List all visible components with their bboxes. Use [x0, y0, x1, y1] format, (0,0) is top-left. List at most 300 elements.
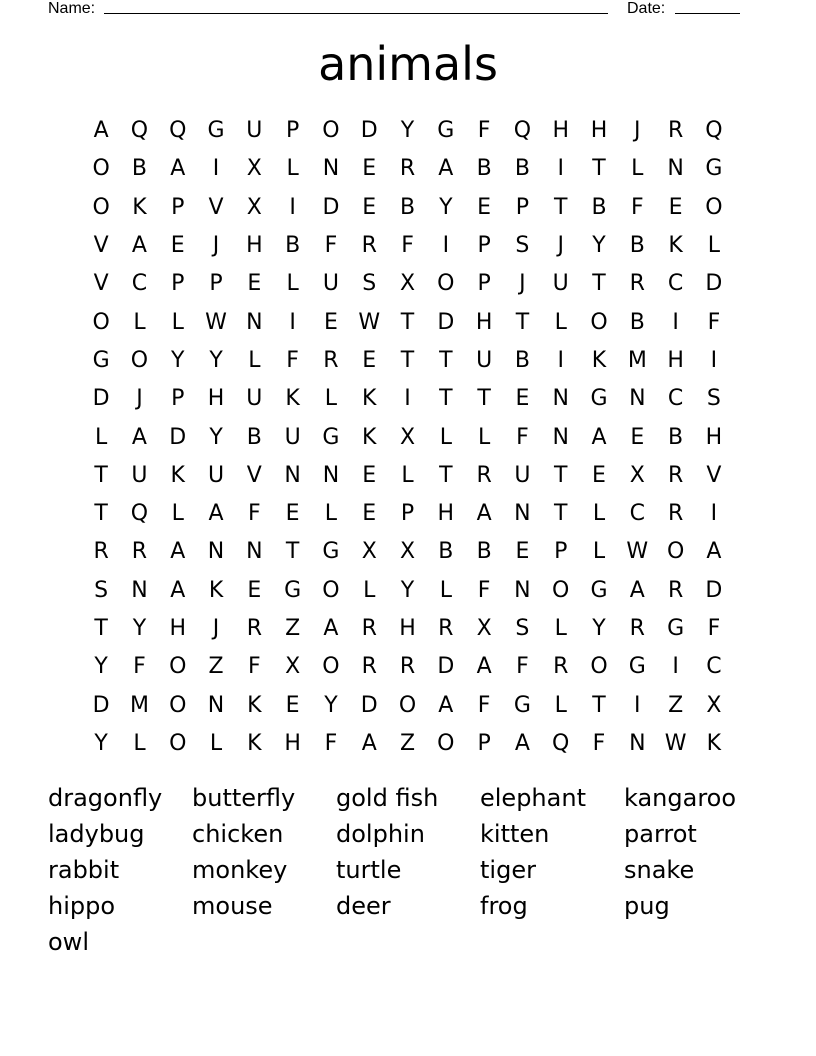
grid-letter[interactable]: K [247, 730, 262, 756]
grid-letter[interactable]: D [92, 386, 110, 412]
word-bank-item: pug [624, 892, 670, 920]
grid-letter[interactable]: D [360, 118, 378, 144]
grid-letter[interactable]: Y [209, 347, 223, 373]
grid-letter[interactable]: O [666, 539, 685, 565]
grid-letter[interactable]: Q [552, 730, 570, 756]
grid-letter[interactable]: F [477, 577, 491, 603]
grid-letter[interactable]: B [514, 156, 530, 182]
grid-letter[interactable]: T [592, 692, 606, 718]
grid-letter[interactable]: Q [705, 118, 723, 144]
grid-letter[interactable]: F [286, 347, 299, 373]
grid-letter[interactable]: E [630, 424, 645, 450]
grid-letter[interactable]: U [207, 462, 225, 488]
grid-letter[interactable]: F [248, 501, 261, 527]
grid-letter[interactable]: T [285, 539, 300, 565]
grid-letter[interactable]: O [322, 118, 340, 144]
grid-letter[interactable]: G [590, 577, 608, 603]
grid-letter[interactable]: I [404, 386, 411, 412]
grid-letter[interactable]: G [92, 347, 110, 373]
grid-letter[interactable]: G [628, 654, 646, 680]
grid-letter[interactable]: O [322, 577, 340, 603]
grid-letter[interactable]: L [95, 424, 108, 450]
grid-letter[interactable]: L [133, 309, 146, 335]
grid-letter[interactable]: L [324, 501, 338, 527]
grid-letter[interactable]: U [322, 271, 339, 297]
grid-letter[interactable]: G [513, 692, 531, 718]
grid-letter[interactable]: J [557, 233, 564, 259]
grid-letter[interactable]: U [246, 386, 263, 412]
grid-letter[interactable]: N [246, 309, 263, 335]
grid-letter[interactable]: T [94, 501, 108, 527]
grid-letter[interactable]: J [212, 233, 220, 259]
grid-letter[interactable]: B [246, 424, 262, 450]
grid-letter[interactable]: C [629, 501, 645, 527]
grid-letter[interactable]: X [476, 616, 492, 641]
grid-letter[interactable]: F [592, 730, 606, 756]
grid-letter[interactable]: H [207, 386, 225, 412]
grid-letter[interactable]: A [170, 577, 186, 603]
grid-letter[interactable]: O [590, 654, 608, 680]
grid-letter[interactable]: G [667, 616, 685, 641]
grid-letter[interactable]: X [706, 692, 722, 718]
grid-letter[interactable]: T [592, 156, 606, 182]
grid-letter[interactable]: G [705, 156, 723, 182]
grid-letter[interactable]: E [668, 194, 683, 220]
date-blank-line[interactable] [675, 13, 740, 14]
grid-letter[interactable]: O [169, 730, 187, 756]
grid-letter[interactable]: W [664, 730, 687, 756]
grid-letter[interactable]: P [209, 271, 223, 297]
grid-letter[interactable]: I [634, 692, 641, 718]
grid-letter[interactable]: N [246, 539, 263, 565]
grid-letter[interactable]: S [515, 233, 530, 259]
grid-letter[interactable]: L [592, 501, 606, 527]
grid-letter[interactable]: R [361, 654, 377, 680]
grid-letter[interactable]: A [629, 577, 645, 603]
grid-letter[interactable]: I [442, 233, 450, 259]
grid-letter[interactable]: O [130, 347, 149, 373]
grid-letter[interactable]: N [552, 424, 569, 450]
grid-letter[interactable]: F [324, 233, 338, 259]
grid-letter[interactable]: B [438, 539, 454, 565]
grid-letter[interactable]: H [590, 118, 608, 144]
grid-letter[interactable]: R [361, 233, 377, 259]
grid-letter[interactable]: R [476, 462, 492, 488]
grid-letter[interactable]: K [170, 462, 185, 488]
grid-letter[interactable]: L [171, 501, 184, 527]
grid-letter[interactable]: T [553, 501, 568, 527]
grid-letter[interactable]: J [519, 271, 526, 297]
grid-letter[interactable]: G [437, 118, 455, 144]
name-blank-line[interactable] [104, 13, 608, 14]
grid-letter[interactable]: O [92, 194, 110, 220]
grid-letter[interactable]: Y [400, 577, 415, 603]
grid-letter[interactable]: I [672, 654, 679, 680]
grid-letter[interactable]: L [477, 424, 491, 450]
grid-letter[interactable]: A [170, 156, 186, 182]
grid-letter[interactable]: K [208, 577, 224, 603]
grid-letter[interactable]: I [557, 156, 564, 182]
grid-letter[interactable]: B [591, 194, 607, 220]
grid-letter[interactable]: T [94, 462, 108, 488]
grid-letter[interactable]: Y [171, 347, 185, 373]
grid-letter[interactable]: C [706, 654, 722, 680]
grid-letter[interactable]: R [553, 654, 569, 680]
grid-letter[interactable]: B [668, 424, 684, 450]
grid-letter[interactable]: V [246, 462, 262, 488]
grid-letter[interactable]: G [322, 539, 340, 565]
word-bank-item: kitten [480, 820, 550, 848]
grid-letter[interactable]: H [475, 309, 493, 335]
grid-letter[interactable]: E [515, 539, 530, 565]
word-bank-item: hippo [48, 892, 116, 920]
grid-letter[interactable]: O [590, 309, 608, 335]
grid-letter[interactable]: L [133, 730, 146, 756]
grid-letter[interactable]: B [285, 233, 301, 259]
grid-letter[interactable]: B [131, 156, 147, 182]
grid-letter[interactable]: E [362, 156, 377, 182]
grid-letter[interactable]: W [205, 309, 227, 335]
grid-letter[interactable]: E [247, 271, 262, 297]
grid-letter[interactable]: X [399, 539, 416, 565]
grid-letter[interactable]: U [552, 271, 569, 297]
grid-letter[interactable]: Z [208, 654, 224, 680]
grid-letter[interactable]: Y [592, 233, 606, 259]
grid-letter[interactable]: F [477, 692, 491, 718]
grid-letter[interactable]: L [554, 309, 567, 335]
grid-letter[interactable]: O [552, 577, 570, 603]
grid-letter[interactable]: D [169, 424, 187, 450]
grid-letter[interactable]: F [707, 616, 721, 641]
grid-letter[interactable]: P [285, 118, 300, 144]
grid-letter[interactable]: A [131, 424, 147, 450]
grid-letter[interactable]: A [706, 539, 722, 565]
grid-letter[interactable]: Y [324, 692, 338, 718]
grid-letter[interactable]: K [668, 233, 683, 259]
grid-letter[interactable]: E [362, 501, 377, 527]
grid-letter[interactable]: E [362, 462, 377, 488]
grid-letter[interactable]: X [361, 539, 377, 565]
grid-letter[interactable]: I [212, 156, 220, 182]
grid-letter[interactable]: E [323, 309, 338, 335]
grid-letter[interactable]: Y [209, 424, 223, 450]
grid-letter[interactable]: E [362, 194, 377, 220]
grid-letter[interactable]: E [477, 194, 492, 220]
grid-letter[interactable]: E [362, 347, 377, 373]
header-line [48, 0, 740, 18]
grid-letter[interactable]: B [476, 156, 492, 182]
grid-letter[interactable]: R [667, 501, 684, 527]
grid-letter[interactable]: V [208, 194, 224, 220]
grid-letter[interactable]: O [705, 194, 723, 220]
grid-letter[interactable]: O [398, 692, 417, 718]
grid-letter[interactable]: L [286, 156, 299, 182]
word-bank-item: frog [480, 892, 528, 920]
grid-letter[interactable]: D [322, 194, 340, 220]
grid-letter[interactable]: S [362, 271, 377, 297]
grid-letter[interactable]: R [399, 156, 416, 182]
grid-letter[interactable]: S [94, 577, 109, 603]
grid-letter[interactable]: B [629, 309, 645, 335]
grid-letter[interactable]: I [710, 501, 718, 527]
grid-letter[interactable]: A [131, 233, 147, 259]
grid-letter[interactable]: L [209, 730, 223, 756]
grid-letter[interactable]: X [285, 654, 301, 680]
grid-letter[interactable]: E [247, 577, 262, 603]
grid-letter[interactable]: R [667, 462, 684, 488]
grid-letter[interactable]: K [706, 730, 722, 756]
grid-letter[interactable]: R [93, 539, 109, 565]
grid-letter[interactable]: V [706, 462, 722, 488]
grid-letter[interactable]: F [401, 233, 414, 259]
grid-letter[interactable]: F [516, 654, 529, 680]
grid-letter[interactable]: T [400, 347, 415, 373]
grid-letter[interactable]: H [399, 616, 416, 641]
grid-letter[interactable]: D [437, 654, 455, 680]
grid-letter[interactable]: R [323, 347, 339, 373]
grid-letter[interactable]: L [707, 233, 721, 259]
grid-letter[interactable]: I [710, 347, 718, 373]
grid-letter[interactable]: H [437, 501, 455, 527]
grid-letter[interactable]: R [131, 539, 148, 565]
grid-letter[interactable]: B [476, 539, 492, 565]
grid-letter[interactable]: L [439, 577, 452, 603]
grid-letter[interactable]: R [438, 616, 454, 641]
grid-letter[interactable]: L [363, 577, 376, 603]
grid-letter[interactable]: P [515, 194, 530, 220]
grid-letter[interactable]: H [552, 118, 569, 144]
grid-letter[interactable]: N [514, 501, 531, 527]
grid-letter[interactable]: Z [668, 692, 684, 718]
grid-letter[interactable]: T [439, 347, 453, 373]
grid-letter[interactable]: L [286, 271, 299, 297]
grid-letter[interactable]: H [705, 424, 723, 450]
grid-letter[interactable]: N [322, 156, 340, 182]
grid-letter[interactable]: I [672, 309, 679, 335]
grid-letter[interactable]: X [399, 271, 416, 297]
grid-letter[interactable]: E [592, 462, 606, 488]
grid-letter[interactable]: I [557, 347, 564, 373]
grid-letter[interactable]: Y [592, 616, 606, 641]
grid-letter[interactable]: P [171, 194, 185, 220]
grid-letter[interactable]: F [707, 309, 721, 335]
grid-letter[interactable]: K [285, 386, 300, 412]
grid-letter[interactable]: U [284, 424, 301, 450]
grid-letter[interactable]: T [94, 616, 108, 641]
grid-letter[interactable]: A [591, 424, 607, 450]
grid-letter[interactable]: Y [132, 616, 147, 641]
grid-letter[interactable]: V [93, 271, 109, 297]
grid-letter[interactable]: P [400, 501, 415, 527]
grid-letter[interactable]: P [171, 386, 185, 412]
grid-letter[interactable]: A [170, 539, 186, 565]
grid-letter[interactable]: L [439, 424, 452, 450]
grid-letter[interactable]: L [592, 539, 606, 565]
grid-letter[interactable]: H [284, 730, 301, 756]
date-label: Date: [627, 0, 666, 17]
grid-letter[interactable]: N [284, 462, 301, 488]
grid-letter[interactable]: U [476, 347, 493, 373]
grid-letter[interactable]: N [131, 577, 148, 603]
grid-letter[interactable]: B [514, 347, 530, 373]
grid-letter[interactable]: T [553, 462, 568, 488]
grid-letter[interactable]: L [248, 347, 261, 373]
grid-letter[interactable]: C [131, 271, 148, 297]
grid-letter[interactable]: U [131, 462, 148, 488]
grid-letter[interactable]: B [629, 233, 645, 259]
grid-letter[interactable]: H [667, 347, 684, 373]
grid-letter[interactable]: A [476, 654, 492, 680]
grid-letter[interactable]: F [248, 654, 261, 680]
grid-letter[interactable]: O [92, 309, 110, 335]
grid-letter[interactable]: Q [130, 501, 149, 527]
grid-letter[interactable]: G [590, 386, 608, 412]
grid-letter[interactable]: R [361, 616, 377, 641]
grid-letter[interactable]: E [515, 386, 530, 412]
grid-letter[interactable]: Q [169, 118, 187, 144]
grid-letter[interactable]: B [399, 194, 416, 220]
grid-letter[interactable]: R [246, 616, 262, 641]
grid-letter[interactable]: O [169, 654, 187, 680]
grid-letter[interactable]: N [629, 386, 646, 412]
grid-letter[interactable]: Q [130, 118, 149, 144]
grid-letter[interactable]: L [554, 692, 567, 718]
grid-letter[interactable]: L [171, 309, 184, 335]
grid-letter[interactable]: N [207, 692, 225, 718]
grid-letter[interactable]: A [438, 692, 454, 718]
grid-letter[interactable]: N [552, 386, 569, 412]
grid-letter[interactable]: A [323, 616, 339, 641]
grid-letter[interactable]: L [401, 462, 414, 488]
grid-letter[interactable]: T [477, 386, 491, 412]
word-bank-item: deer [336, 892, 391, 920]
grid-letter[interactable]: Z [285, 616, 301, 641]
word-bank-item: elephant [480, 784, 586, 812]
word-bank-item: monkey [192, 856, 288, 884]
grid-letter[interactable]: K [362, 424, 377, 450]
grid-letter[interactable]: K [591, 347, 607, 373]
grid-letter[interactable]: E [285, 501, 300, 527]
grid-letter[interactable]: N [514, 577, 531, 603]
grid-letter[interactable]: N [207, 539, 225, 565]
grid-letter[interactable]: I [289, 194, 296, 220]
grid-letter[interactable]: C [667, 271, 684, 297]
grid-letter[interactable]: F [324, 730, 338, 756]
grid-letter[interactable]: W [626, 539, 649, 565]
grid-letter[interactable]: K [132, 194, 147, 220]
grid-letter[interactable]: N [667, 156, 684, 182]
grid-letter[interactable]: P [171, 271, 185, 297]
grid-letter[interactable]: R [667, 577, 684, 603]
grid-letter[interactable]: J [212, 616, 220, 641]
grid-letter[interactable]: R [629, 271, 645, 297]
grid-letter[interactable]: A [93, 118, 109, 144]
grid-letter[interactable]: F [477, 118, 491, 144]
grid-letter[interactable]: T [439, 462, 453, 488]
grid-letter[interactable]: A [514, 730, 530, 756]
grid-letter[interactable]: L [554, 616, 567, 641]
grid-letter[interactable]: A [438, 156, 454, 182]
grid-letter[interactable]: R [629, 616, 645, 641]
grid-letter[interactable]: V [93, 233, 109, 259]
grid-letter[interactable]: T [592, 271, 606, 297]
grid-letter[interactable]: D [705, 271, 723, 297]
grid-letter[interactable]: E [170, 233, 185, 259]
grid-letter[interactable]: D [360, 692, 378, 718]
grid-letter[interactable]: G [322, 424, 340, 450]
grid-letter[interactable]: N [629, 730, 646, 756]
grid-letter[interactable]: Y [94, 730, 108, 756]
grid-letter[interactable]: L [324, 386, 338, 412]
grid-letter[interactable]: P [554, 539, 568, 565]
grid-letter[interactable]: A [208, 501, 224, 527]
grid-letter[interactable]: J [634, 118, 641, 144]
grid-letter[interactable]: O [322, 654, 340, 680]
grid-letter[interactable]: D [92, 692, 110, 718]
grid-letter[interactable]: Y [94, 654, 108, 680]
grid-letter[interactable]: X [399, 424, 416, 450]
grid-letter[interactable]: I [289, 309, 296, 335]
grid-letter[interactable]: P [477, 271, 491, 297]
grid-letter[interactable]: R [399, 654, 416, 680]
grid-letter[interactable]: P [477, 730, 491, 756]
grid-letter[interactable]: J [136, 386, 143, 412]
grid-letter[interactable]: M [129, 692, 149, 718]
grid-letter[interactable]: O [437, 730, 455, 756]
grid-letter[interactable]: U [246, 118, 263, 144]
grid-letter[interactable]: S [706, 386, 721, 412]
grid-letter[interactable]: E [285, 692, 300, 718]
grid-letter[interactable]: O [92, 156, 110, 182]
grid-letter[interactable]: N [322, 462, 340, 488]
grid-letter[interactable]: A [361, 730, 377, 756]
grid-letter[interactable]: Q [513, 118, 532, 144]
grid-letter[interactable]: T [400, 309, 415, 335]
grid-letter[interactable]: G [284, 577, 302, 603]
grid-letter[interactable]: R [667, 118, 684, 144]
grid-letter[interactable]: X [246, 194, 262, 220]
grid-letter[interactable]: P [477, 233, 491, 259]
grid-letter[interactable]: Y [400, 118, 415, 144]
grid-letter[interactable]: K [247, 692, 262, 718]
grid-letter[interactable]: H [246, 233, 263, 259]
grid-letter[interactable]: W [358, 309, 381, 335]
grid-letter[interactable]: A [476, 501, 492, 527]
grid-letter[interactable]: O [437, 271, 455, 297]
grid-letter[interactable]: X [246, 156, 262, 182]
grid-letter[interactable]: D [437, 309, 455, 335]
grid-letter[interactable]: X [629, 462, 645, 488]
grid-letter[interactable]: U [514, 462, 531, 488]
grid-letter[interactable]: O [169, 692, 187, 718]
grid-letter[interactable]: F [630, 194, 644, 220]
grid-letter[interactable]: S [515, 616, 530, 641]
grid-letter[interactable]: L [631, 156, 644, 182]
grid-letter[interactable]: G [207, 118, 225, 144]
grid-letter[interactable]: Y [439, 194, 453, 220]
grid-letter[interactable]: M [627, 347, 647, 373]
grid-letter[interactable]: F [133, 654, 146, 680]
grid-letter[interactable]: T [439, 386, 453, 412]
grid-letter[interactable]: K [362, 386, 377, 412]
grid-letter[interactable]: C [667, 386, 684, 412]
grid-letter[interactable]: Z [399, 730, 416, 756]
grid-letter[interactable]: T [553, 194, 568, 220]
grid-letter[interactable]: T [515, 309, 530, 335]
grid-letter[interactable]: F [516, 424, 529, 450]
grid-letter[interactable]: D [705, 577, 723, 603]
grid-letter[interactable]: H [169, 616, 187, 641]
